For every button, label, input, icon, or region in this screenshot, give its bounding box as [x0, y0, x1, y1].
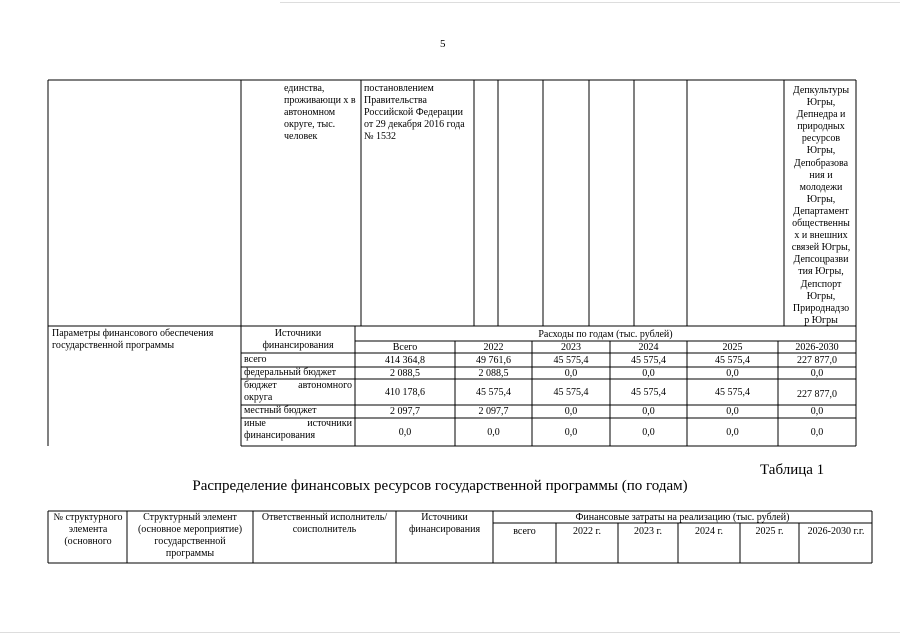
- col-header: 2026-2030: [795, 342, 839, 353]
- executor-line: молодежи: [799, 181, 843, 193]
- scan-artifact: [280, 2, 900, 3]
- header-year: всего: [513, 526, 536, 537]
- executor-line: Югры,: [806, 290, 836, 302]
- header-num: № структурного элемента (основного: [53, 512, 123, 547]
- finance-value: 45 575,4: [631, 355, 666, 366]
- finance-value: 2 088,5: [478, 368, 509, 379]
- finance-value: 0,0: [726, 368, 739, 379]
- finance-value: 0,0: [564, 368, 578, 379]
- header-year: 2026-2030 г.г.: [807, 526, 865, 537]
- finance-value: 2 097,7: [390, 406, 420, 417]
- finance-value: 0,0: [398, 427, 412, 438]
- executor-line: тия Югры,: [798, 266, 844, 278]
- executor-line: р Югры: [804, 314, 838, 326]
- finance-value: 2 097,7: [478, 406, 509, 417]
- years-header: Расходы по годам (тыс. рублей): [538, 329, 673, 340]
- finance-value: 45 575,4: [553, 355, 589, 366]
- finance-value: 45 575,4: [631, 387, 666, 398]
- col-header: Всего: [392, 342, 418, 353]
- finance-value: 0,0: [642, 406, 655, 417]
- executor-line: Природнадзо: [792, 302, 850, 314]
- header-year: 2025 г.: [755, 526, 784, 537]
- header-year: 2022 г.: [573, 526, 601, 537]
- finance-label: Параметры финансового обеспечения государственной программы: [52, 328, 214, 351]
- executor-line: общественны: [792, 218, 850, 230]
- executor-line: природных: [797, 121, 845, 133]
- finance-value: 227 877,0: [797, 389, 837, 400]
- executor-line: Депспорт: [800, 278, 842, 290]
- executor-line: Югры,: [806, 97, 836, 109]
- finance-value: 0,0: [487, 427, 500, 438]
- executor-line: Департамент: [793, 205, 849, 217]
- finance-value: 0,0: [642, 368, 655, 379]
- col-header: 2024: [638, 342, 659, 353]
- finance-value: 49 761,6: [476, 355, 511, 366]
- header-sources: Источники финансирования: [408, 512, 481, 535]
- source-label: местный бюджет: [244, 405, 317, 416]
- finance-value: 0,0: [564, 406, 578, 417]
- finance-value: 0,0: [810, 368, 824, 379]
- executor-line: Депкультуры: [792, 85, 850, 96]
- finance-value: 0,0: [726, 406, 739, 417]
- finance-value: 45 575,4: [553, 387, 589, 398]
- finance-value: 0,0: [810, 406, 824, 417]
- source-label: федеральный бюджет: [244, 367, 337, 378]
- header-executor: Ответственный исполнитель/соисполнитель: [261, 512, 388, 535]
- finance-value: 414 364,8: [385, 355, 425, 366]
- executor-line: х и внешних: [794, 230, 848, 242]
- executor-line: Югры,: [806, 145, 836, 157]
- source-label: бюджет автономного округа: [244, 380, 352, 403]
- finance-value: 2 088,5: [390, 368, 420, 379]
- col-header: 2025: [722, 342, 743, 353]
- unit-cell: единства, проживающи х в автономном округе, тыс. человек: [284, 83, 356, 142]
- executor-line: Югры,: [806, 193, 836, 205]
- scan-artifact: [0, 632, 900, 633]
- finance-value: 45 575,4: [715, 387, 750, 398]
- finance-value: 45 575,4: [715, 355, 750, 366]
- basis-cell: постановлением Правительства Российской Федерации от 29 декабря 2016 года № 1532: [364, 83, 465, 142]
- finance-value: 0,0: [810, 427, 824, 438]
- executor-line: Депобразова: [793, 157, 849, 169]
- finance-value: 410 178,6: [385, 387, 425, 398]
- executors-cell: [786, 85, 856, 327]
- executor-line: Депнедра и: [796, 109, 846, 121]
- finance-value: 45 575,4: [476, 387, 511, 398]
- header-costs: Финансовые затраты на реализацию (тыс. рублей): [575, 512, 790, 523]
- finance-value: 0,0: [726, 427, 739, 438]
- source-label: всего: [244, 354, 267, 365]
- executor-line: ресурсов: [801, 133, 841, 145]
- page-number: 5: [440, 38, 446, 50]
- header-element: Структурный элемент (основное мероприятие) государственной программы: [137, 512, 243, 559]
- header-year: 2024 г.: [695, 526, 723, 537]
- col-header: 2022: [483, 342, 504, 353]
- finance-value: 0,0: [564, 427, 578, 438]
- source-label: иные источники финансирования: [244, 418, 352, 441]
- table-title: Распределение финансовых ресурсов государственной программы (по годам): [192, 478, 688, 494]
- col-header: 2023: [561, 342, 581, 353]
- finance-value: 227 877,0: [797, 355, 837, 366]
- executor-line: Депсоцразви: [793, 254, 849, 266]
- table-caption: Таблица 1: [760, 462, 825, 478]
- sources-header: Источники финансирования: [262, 328, 334, 351]
- header-year: 2023 г.: [634, 526, 662, 537]
- finance-value: 0,0: [642, 427, 655, 438]
- executor-line: ния и: [809, 169, 833, 181]
- executor-line: связей Югры,: [791, 242, 851, 254]
